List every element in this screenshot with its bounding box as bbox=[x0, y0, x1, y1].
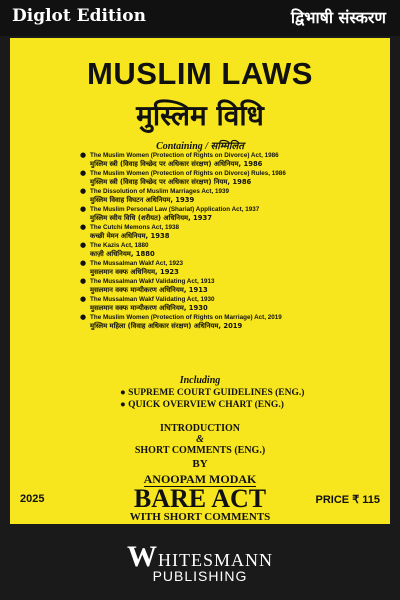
with-short-comments-label: WITH SHORT COMMENTS bbox=[129, 511, 271, 523]
price-label: PRICE ₹ 115 bbox=[315, 494, 380, 506]
list-item bbox=[80, 260, 380, 277]
edition-label-english: Diglot Edition bbox=[12, 6, 146, 26]
act-english: The Mussalman Wakf Act, 1923 bbox=[90, 260, 183, 267]
publisher-initial: W bbox=[127, 540, 158, 573]
act-english: The Mussalman Wakf Validating Act, 1913 bbox=[90, 278, 215, 285]
list-item bbox=[80, 206, 380, 223]
title-hindi: मुस्लिम विधि bbox=[136, 99, 264, 132]
act-english: The Cutchi Memons Act, 1938 bbox=[90, 224, 179, 231]
act-hindi: मुसलमान वक्फ मान्यीकरण अधिनियम, 1913 bbox=[90, 286, 208, 294]
author-name-text: ANOOPAM MODAK bbox=[143, 472, 257, 486]
introduction-label: INTRODUCTION bbox=[159, 423, 240, 434]
publisher-subtitle: PUBLISHING bbox=[152, 568, 248, 584]
act-english: The Muslim Women (Protection of Rights on Divorce) Act, 1986 bbox=[90, 152, 279, 159]
bare-act-title: BARE ACT bbox=[133, 484, 267, 513]
bullet-icon: ● bbox=[80, 187, 87, 195]
act-hindi: कच्छी मेमन अधिनियम, 1938 bbox=[90, 232, 170, 240]
edition-year: 2025 bbox=[20, 493, 45, 505]
list-item bbox=[80, 278, 380, 295]
ampersand-label: & bbox=[196, 434, 204, 445]
edition-label-hindi: द्विभाषी संस्करण bbox=[290, 8, 386, 27]
bullet-icon: ● bbox=[80, 151, 87, 159]
including-label: Including bbox=[179, 375, 221, 386]
list-item bbox=[80, 188, 380, 205]
bullet-icon: ● bbox=[80, 295, 87, 303]
extra-quick-overview-chart: ● QUICK OVERVIEW CHART (ENG.) bbox=[120, 400, 284, 410]
publisher-logo bbox=[0, 540, 400, 584]
list-item bbox=[80, 170, 380, 187]
short-comments-label: SHORT COMMENTS (ENG.) bbox=[134, 445, 266, 456]
act-hindi: काज़ी अधिनियम, 1880 bbox=[90, 250, 155, 258]
title-english: MUSLIM LAWS bbox=[87, 56, 313, 91]
by-label: BY bbox=[192, 458, 208, 470]
containing-label: Containing / सम्मिलित bbox=[156, 141, 244, 152]
act-hindi: मुसलमान वक्फ अधिनियम, 1923 bbox=[90, 268, 179, 276]
extra-supreme-court-guidelines: ● SUPREME COURT GUIDELINES (ENG.) bbox=[120, 388, 305, 398]
bullet-icon: ● bbox=[80, 259, 87, 267]
act-english: The Muslim Personal Law (Shariat) Application Act, 1937 bbox=[90, 206, 260, 213]
act-english: The Kazis Act, 1880 bbox=[90, 242, 149, 249]
bullet-icon: ● bbox=[80, 277, 87, 285]
bullet-icon: ● bbox=[80, 223, 87, 231]
act-hindi: मुसलमान वक्फ मान्यीकरण अधिनियम, 1930 bbox=[90, 304, 208, 312]
act-hindi: मुस्लिम विवाह विघटन अधिनियम, 1939 bbox=[90, 196, 195, 204]
list-item bbox=[80, 224, 380, 241]
act-english: The Dissolution of Muslim Marriages Act, 1939 bbox=[90, 188, 230, 195]
bullet-icon: ● bbox=[80, 313, 87, 321]
act-english: The Muslim Women (Protection of Rights on Divorce) Rules, 1986 bbox=[90, 170, 286, 177]
act-hindi: मुस्लिम स्त्री (विवाह विच्छेद पर अधिकार संरक्षण) अधिनियम, 1986 bbox=[90, 160, 263, 168]
act-english: The Muslim Women (Protection of Rights on Marriage) Act, 2019 bbox=[90, 314, 282, 321]
edition-band bbox=[0, 0, 400, 36]
bullet-icon: ● bbox=[80, 169, 87, 177]
act-hindi: मुस्लिम स्वीय विधि (शरीयत) अधिनियम, 1937 bbox=[90, 214, 212, 222]
bullet-icon: ● bbox=[80, 241, 87, 249]
list-item bbox=[80, 296, 380, 313]
extras-list bbox=[120, 387, 304, 411]
acts-list bbox=[80, 152, 380, 332]
act-hindi: मुस्लिम महिला (विवाह अधिकार संरक्षण) अधिनियम, 2019 bbox=[90, 322, 243, 330]
act-hindi: मुस्लिम स्त्री (विवाह विच्छेद पर अधिकार संरक्षण) नियम, 1986 bbox=[90, 178, 252, 186]
yellow-panel bbox=[10, 38, 390, 524]
list-item bbox=[80, 152, 380, 169]
list-item bbox=[80, 242, 380, 259]
bullet-icon: ● bbox=[80, 205, 87, 213]
list-item bbox=[80, 314, 380, 331]
act-english: The Mussalman Wakf Validating Act, 1930 bbox=[90, 296, 215, 303]
publisher-name-rest: HITESMANN bbox=[158, 550, 273, 570]
